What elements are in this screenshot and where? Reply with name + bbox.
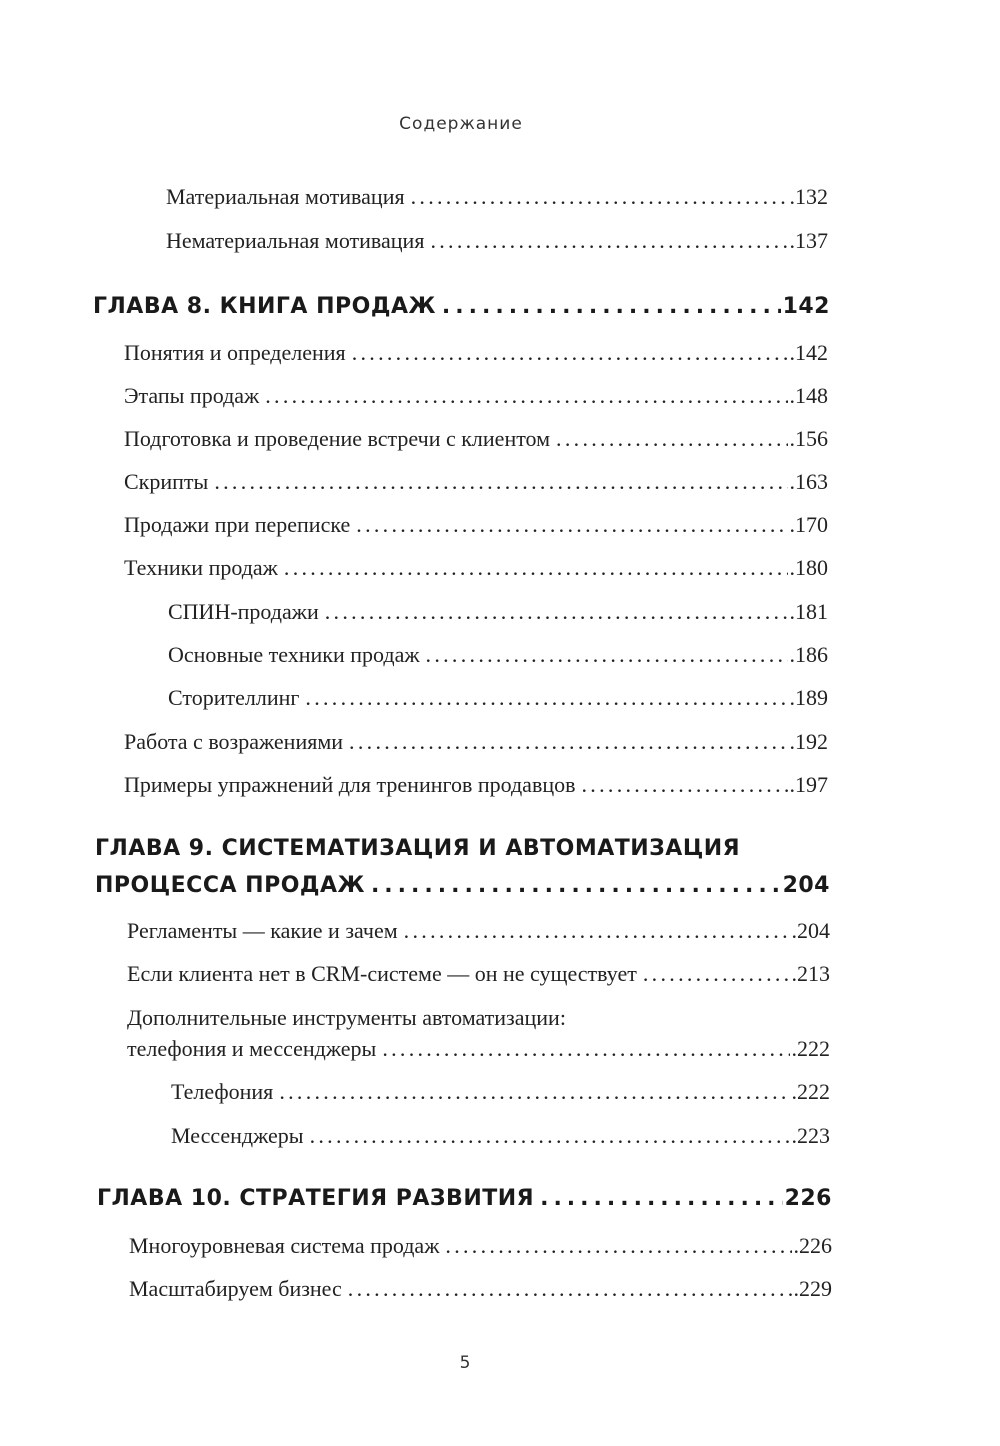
dot-leader <box>265 383 787 409</box>
toc-entry-title: Основные техники продаж <box>168 642 420 667</box>
toc-entry[interactable] <box>124 555 828 581</box>
toc-entry-title-line1[interactable]: Дополнительные инструменты автоматизации: <box>127 1005 566 1030</box>
toc-entry[interactable] <box>168 642 828 668</box>
dot-leader <box>404 918 790 944</box>
toc-entry-page: .189 <box>789 685 828 710</box>
toc-entry-page: .226 <box>793 1233 832 1258</box>
dot-leader <box>348 1276 792 1302</box>
toc-entry-page: .222 <box>791 1036 830 1061</box>
toc-entry-title-line2: телефония и мессенджеры <box>127 1036 377 1061</box>
toc-entry-title: СПИН-продажи <box>168 599 319 624</box>
toc-chapter-page: 204 <box>782 873 830 898</box>
toc-entry[interactable] <box>168 685 828 711</box>
toc-entry-title: Техники продаж <box>124 555 278 580</box>
dot-leader <box>352 340 788 366</box>
toc-entry-page: .148 <box>789 383 828 408</box>
dot-leader <box>445 1233 791 1259</box>
toc-entry-page: .229 <box>793 1276 832 1301</box>
toc-chapter-title-line1[interactable]: ГЛАВА 9. СИСТЕМАТИЗАЦИЯ И АВТОМАТИЗАЦИЯ <box>95 836 741 861</box>
dot-leader <box>279 1079 789 1105</box>
dot-leader <box>349 729 787 755</box>
dot-leader <box>356 512 787 538</box>
toc-entry[interactable] <box>168 599 828 625</box>
toc-entry-title: Сторителлинг <box>168 685 300 710</box>
dot-leader <box>540 1186 782 1211</box>
toc-entry-page: .192 <box>789 729 828 754</box>
toc-entry[interactable] <box>124 512 828 538</box>
toc-entry-page: .156 <box>789 426 828 451</box>
toc-entry[interactable] <box>166 228 828 254</box>
toc-entry[interactable] <box>166 184 828 210</box>
toc-entry-page: .170 <box>789 512 828 537</box>
toc-chapter[interactable] <box>97 1186 832 1211</box>
toc-entry-page: .197 <box>789 772 828 797</box>
dot-leader <box>430 228 787 254</box>
toc-entry-title: Масштабируем бизнес <box>129 1276 342 1301</box>
dot-leader <box>582 772 788 798</box>
toc-chapter-title: ГЛАВА 8. КНИГА ПРОДАЖ <box>93 294 436 319</box>
toc-entry-title: Примеры упражнений для тренингов продавцов <box>124 772 576 797</box>
dot-leader <box>214 469 787 495</box>
toc-chapter-title: ГЛАВА 10. СТРАТЕГИЯ РАЗВИТИЯ <box>97 1186 535 1211</box>
toc-entry[interactable] <box>127 918 830 944</box>
toc-entry[interactable] <box>124 729 828 755</box>
toc-entry-title: Регламенты — какие и зачем <box>127 918 398 943</box>
dot-leader <box>325 599 788 625</box>
dot-leader <box>411 184 788 210</box>
toc-entry-page: .142 <box>789 340 828 365</box>
toc-entry-page: .223 <box>791 1123 830 1148</box>
toc-entry[interactable] <box>124 469 828 495</box>
dot-leader <box>556 426 787 452</box>
toc-entry[interactable] <box>124 426 828 452</box>
toc-entry-page: .204 <box>791 918 830 943</box>
toc-entry-title: Телефония <box>171 1079 274 1104</box>
toc-entry-title: Многоуровневая система продаж <box>129 1233 440 1258</box>
toc-chapter[interactable] <box>93 294 830 319</box>
toc-entry-title: Этапы продаж <box>124 383 260 408</box>
toc-entry-page: .132 <box>789 184 828 209</box>
toc-chapter-page: 226 <box>784 1186 832 1211</box>
toc-entry[interactable] <box>124 772 828 798</box>
dot-leader <box>284 555 788 581</box>
dot-leader <box>643 961 790 987</box>
toc-entry-title: Материальная мотивация <box>166 184 405 209</box>
toc-entry-page: .180 <box>789 555 828 580</box>
toc-entry[interactable] <box>129 1233 832 1259</box>
toc-entry[interactable] <box>124 383 828 409</box>
toc-entry-title: Подготовка и проведение встречи с клиентом <box>124 426 551 451</box>
toc-entry-title: Скрипты <box>124 469 209 494</box>
toc-entry-page: .222 <box>791 1079 830 1104</box>
toc-entry[interactable] <box>124 340 828 366</box>
toc-entry[interactable] <box>127 1036 830 1062</box>
toc-entry-page: .137 <box>789 228 828 253</box>
toc-chapter[interactable] <box>95 873 830 898</box>
toc-entry-page: .181 <box>789 599 828 624</box>
running-head: Содержание <box>399 114 523 134</box>
toc-chapter-title-line2: ПРОЦЕССА ПРОДАЖ <box>95 873 365 898</box>
dot-leader <box>305 685 787 711</box>
dot-leader <box>371 873 781 898</box>
toc-entry-title: Работа с возражениями <box>124 729 344 754</box>
toc-entry-title: Если клиента нет в CRM-системе — он не существует <box>127 961 637 986</box>
toc-entry-title: Продажи при переписке <box>124 512 351 537</box>
page-number: 5 <box>459 1353 471 1373</box>
toc-entry[interactable] <box>171 1123 830 1149</box>
toc-entry-title: Нематериальная мотивация <box>166 228 425 253</box>
toc-entry-page: .186 <box>789 642 828 667</box>
dot-leader <box>310 1123 790 1149</box>
dot-leader <box>382 1036 789 1062</box>
toc-entry-title: Понятия и определения <box>124 340 346 365</box>
toc-entry[interactable] <box>171 1079 830 1105</box>
toc-entry[interactable] <box>127 961 830 987</box>
toc-chapter-page: 142 <box>782 294 830 319</box>
toc-entry-page: .213 <box>791 961 830 986</box>
toc-entry-page: .163 <box>789 469 828 494</box>
dot-leader <box>426 642 788 668</box>
dot-leader <box>442 294 781 319</box>
toc-entry[interactable] <box>129 1276 832 1302</box>
toc-entry-title: Мессенджеры <box>171 1123 304 1148</box>
